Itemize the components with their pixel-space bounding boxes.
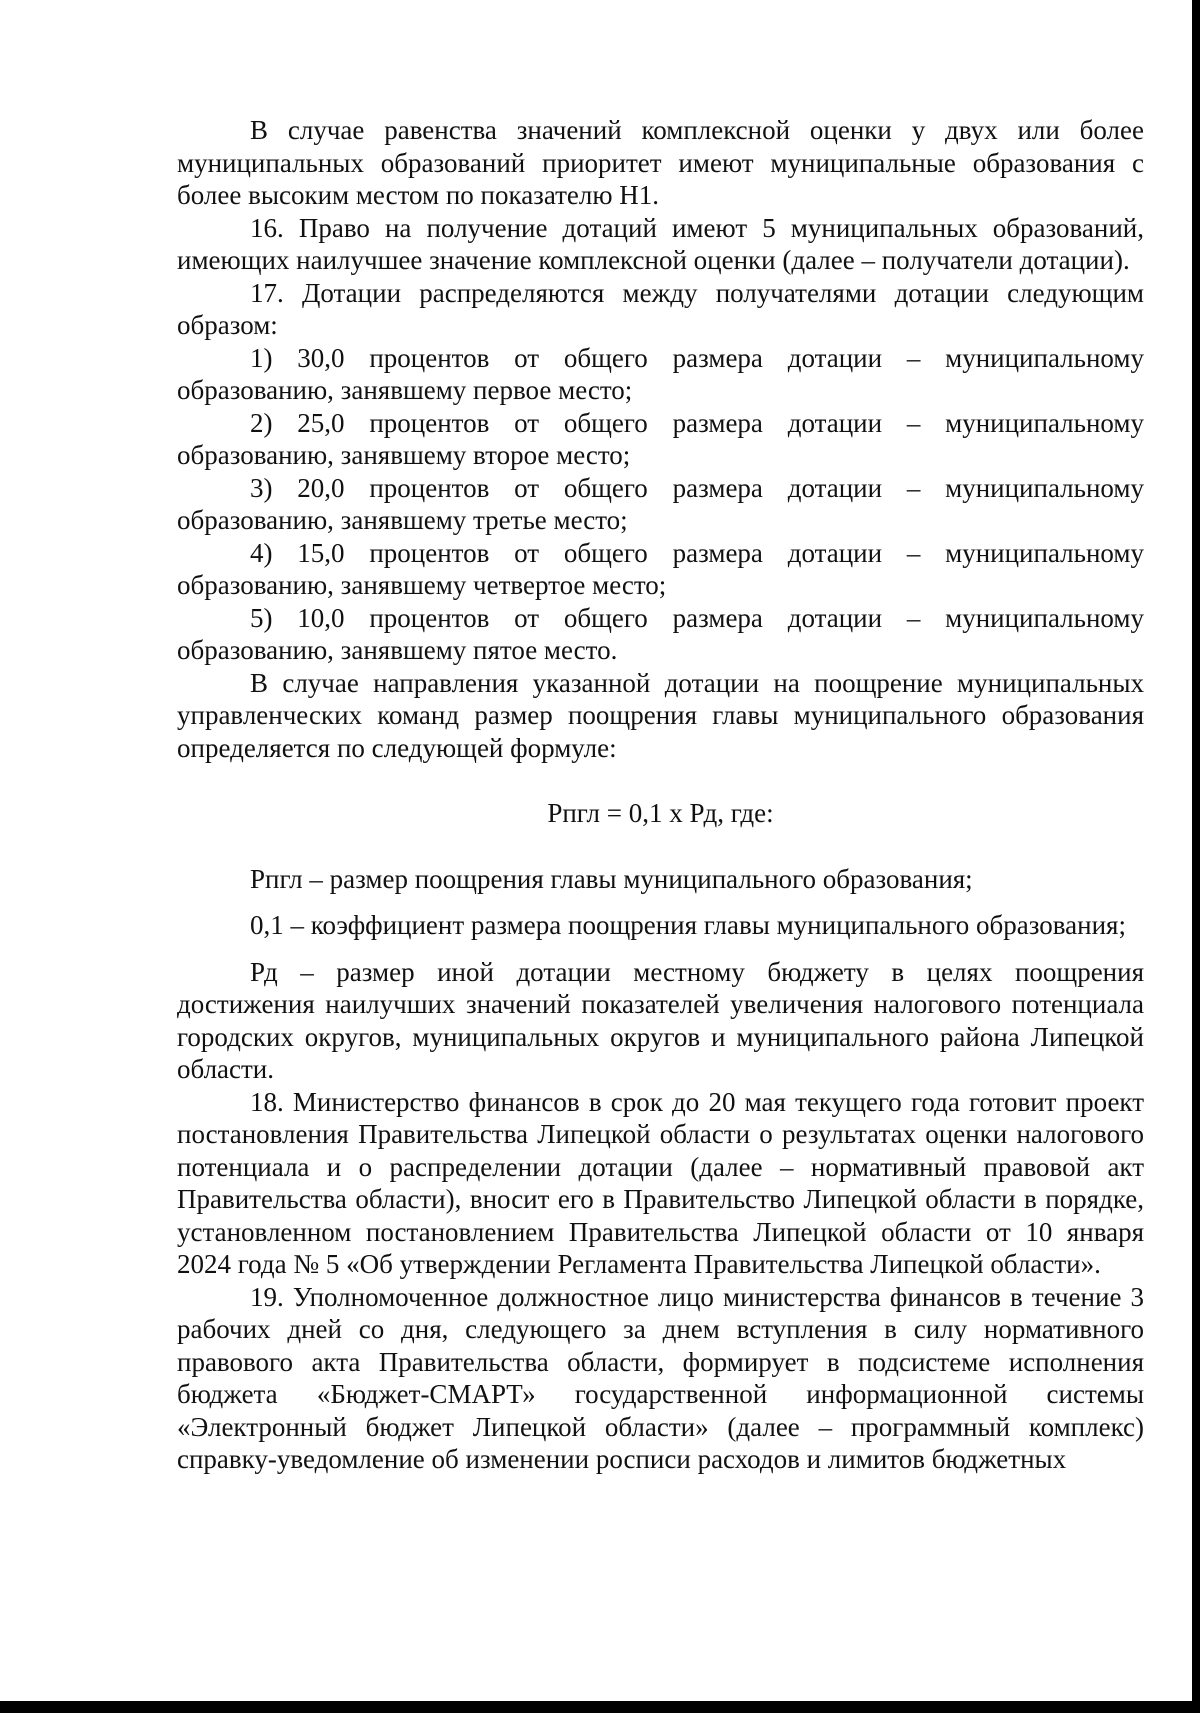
definition-rpgl: Рпгл – размер поощрения главы муниципального образования; (250, 863, 973, 894)
scan-border-bottom (0, 1701, 1200, 1713)
list-item-4: 4) 15,0 процентов от общего размера дотации – муниципальному образованию, занявшему четвертое место; (177, 537, 1144, 600)
scan-border-right (1192, 0, 1200, 1713)
paragraph-equal-score-priority: В случае равенства значений комплексной оценки у двух или более муниципальных образований приоритет имеют муниципальные образования с более высоким местом по показателю Н1. (177, 115, 1144, 210)
list-item-3: 3) 20,0 процентов от общего размера дотации – муниципальному образованию, занявшему третье место; (177, 472, 1144, 535)
document-body (177, 114, 1144, 1476)
paragraph-18: 18. Министерство финансов в срок до 20 мая текущего года готовит проект постановления Правительства Липецкой области о результатах оценки налогового потенциала и о распределении дотации (далее – нормативный правовой акт Правительства области), вносит его в Правительство Липецкой области в порядке, установленном постановлением Правительства Липецкой области от 10 января 2024 года № 5 «Об утверждении Регламента Правительства Липецкой области». (177, 1086, 1144, 1279)
paragraph-reward-formula-intro: В случае направления указанной дотации на поощрение муниципальных управленческих команд размер поощрения главы муниципального образования определяется по следующей формуле: (177, 667, 1144, 763)
definition-rd: Рд – размер иной дотации местному бюджету в целях поощрения достижения наилучших значений показателей увеличения налогового потенциала городских округов, муниципальных округов и муниципального района Липецкой области. (177, 956, 1144, 1084)
list-item-1: 1) 30,0 процентов от общего размера дотации – муниципальному образованию, занявшему первое место; (177, 342, 1144, 405)
paragraph-16: 16. Право на получение дотаций имеют 5 муниципальных образований, имеющих наилучшее значение комплексной оценки (далее – получатели дотации). (177, 212, 1144, 275)
list-item-5: 5) 10,0 процентов от общего размера дотации – муниципальному образованию, занявшему пятое место. (177, 602, 1144, 665)
definition-coefficient: 0,1 – коэффициент размера поощрения главы муниципального образования; (250, 910, 1126, 940)
formula: Рпгл = 0,1 х Рд, где: (547, 798, 774, 828)
list-item-2: 2) 25,0 процентов от общего размера дотации – муниципальному образованию, занявшему второе место; (177, 407, 1144, 470)
paragraph-19: 19. Уполномоченное должностное лицо министерства финансов в течение 3 рабочих дней со дня, следующего за днем вступления в силу нормативного правового акта Правительства области, формирует в подсистеме исполнения бюджета «Бюджет-СМАРТ» государственной информационной системы «Электронный бюджет Липецкой области» (далее – программный комплекс) справку-уведомление об изменении росписи расходов и лимитов бюджетных (177, 1281, 1144, 1474)
paragraph-17: 17. Дотации распределяются между получателями дотации следующим образом: (177, 277, 1144, 340)
